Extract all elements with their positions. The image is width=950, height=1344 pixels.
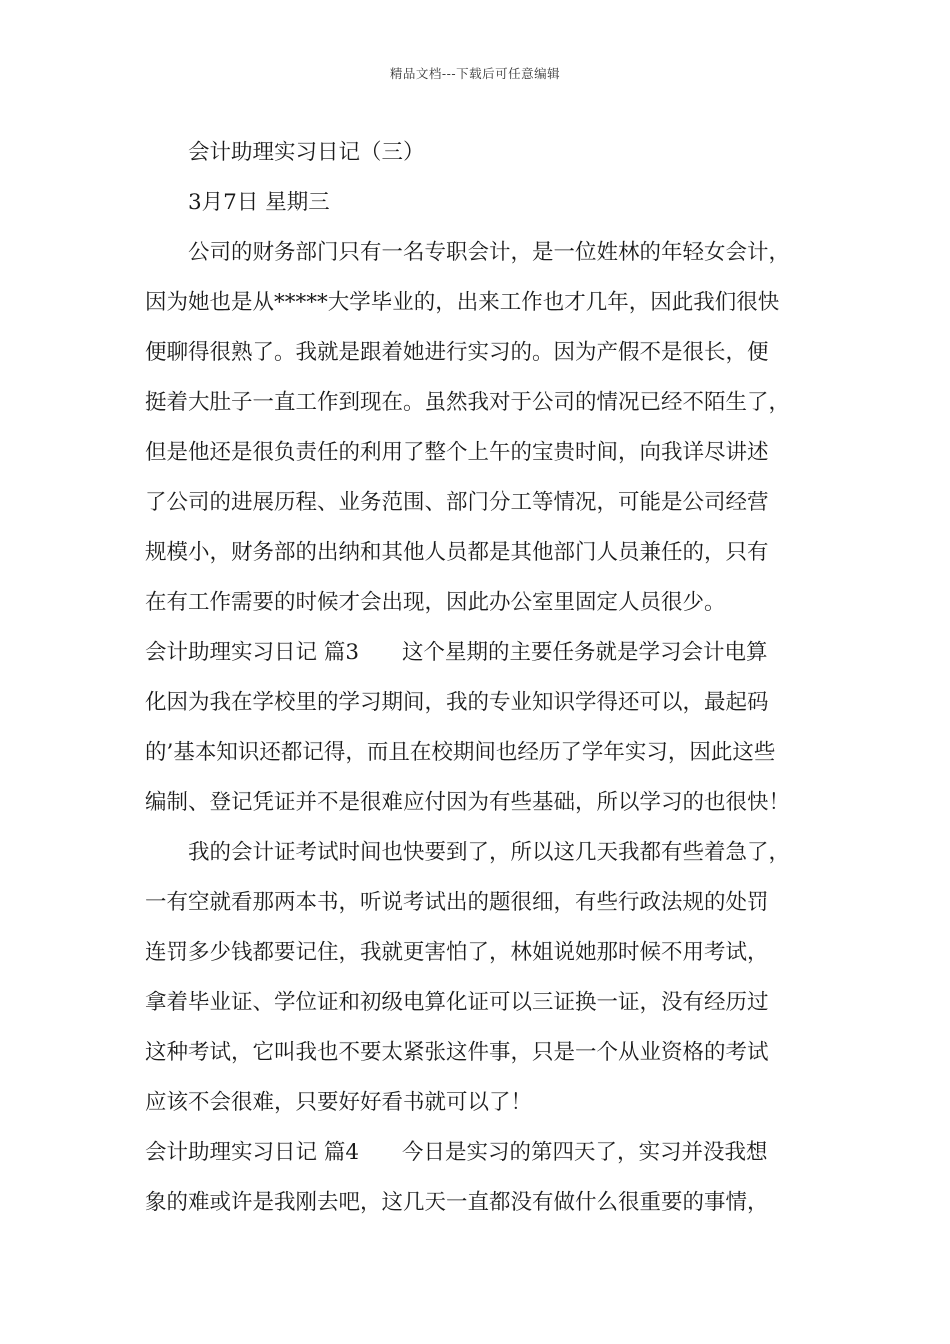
text-line: 拿着毕业证、学位证和初级电算化证可以三证换一证，没有经历过 [145, 990, 769, 1015]
section-heading-line: 会计助理实习日记 篇3 这个星期的主要任务就是学习会计电算 [145, 640, 768, 665]
text-line: 化因为我在学校里的学习期间，我的专业知识学得还可以，最起码 [145, 690, 769, 715]
text-line: 我的会计证考试时间也快要到了，所以这几天我都有些着急了， [188, 840, 791, 865]
text-line: 挺着大肚子一直工作到现在。虽然我对于公司的情况已经不陌生了， [145, 390, 791, 415]
text-line: 在有工作需要的时候才会出现，因此办公室里固定人员很少。 [145, 590, 726, 615]
page-header: 精品文档---下载后可任意编辑 [389, 66, 561, 81]
text-line: 的’基本知识还都记得，而且在校期间也经历了学年实习，因此这些 [145, 740, 776, 765]
text-line: 公司的财务部门只有一名专职会计，是一位姓林的年轻女会计， [188, 240, 791, 265]
text-line: 象的难或许是我刚去吧，这几天一直都没有做什么很重要的事情， [145, 1190, 769, 1215]
text-line: 规模小，财务部的出纳和其他人员都是其他部门人员兼任的，只有 [145, 540, 769, 565]
doc-date: 3月7日 星期三 [188, 190, 330, 215]
text-line: 了公司的进展历程、业务范围、部门分工等情况，可能是公司经营 [145, 490, 769, 515]
text-line: 一有空就看那两本书，听说考试出的题很细，有些行政法规的处罚 [145, 890, 769, 915]
text-line: 这种考试，它叫我也不要太紧张这件事，只是一个从业资格的考试 [145, 1040, 769, 1065]
text-line: 但是他还是很负责任的利用了整个上午的宝贵时间，向我详尽讲述 [145, 440, 769, 465]
text-line: 连罚多少钱都要记住，我就更害怕了，林姐说她那时候不用考试， [145, 940, 769, 965]
text-line: 因为她也是从*****大学毕业的，出来工作也才几年，因此我们很快 [145, 290, 780, 315]
section-heading-line: 会计助理实习日记 篇4 今日是实习的第四天了，实习并没我想 [145, 1140, 768, 1165]
document-body [145, 128, 825, 1228]
text-line: 便聊得很熟了。我就是跟着她进行实习的。因为产假不是很长，便 [145, 340, 769, 365]
text-line: 编制、登记凭证并不是很难应付因为有些基础，所以学习的也很快！ [145, 790, 791, 815]
text-line: 应该不会很难，只要好好看书就可以了！ [145, 1090, 533, 1115]
doc-title: 会计助理实习日记（三） [188, 140, 425, 165]
